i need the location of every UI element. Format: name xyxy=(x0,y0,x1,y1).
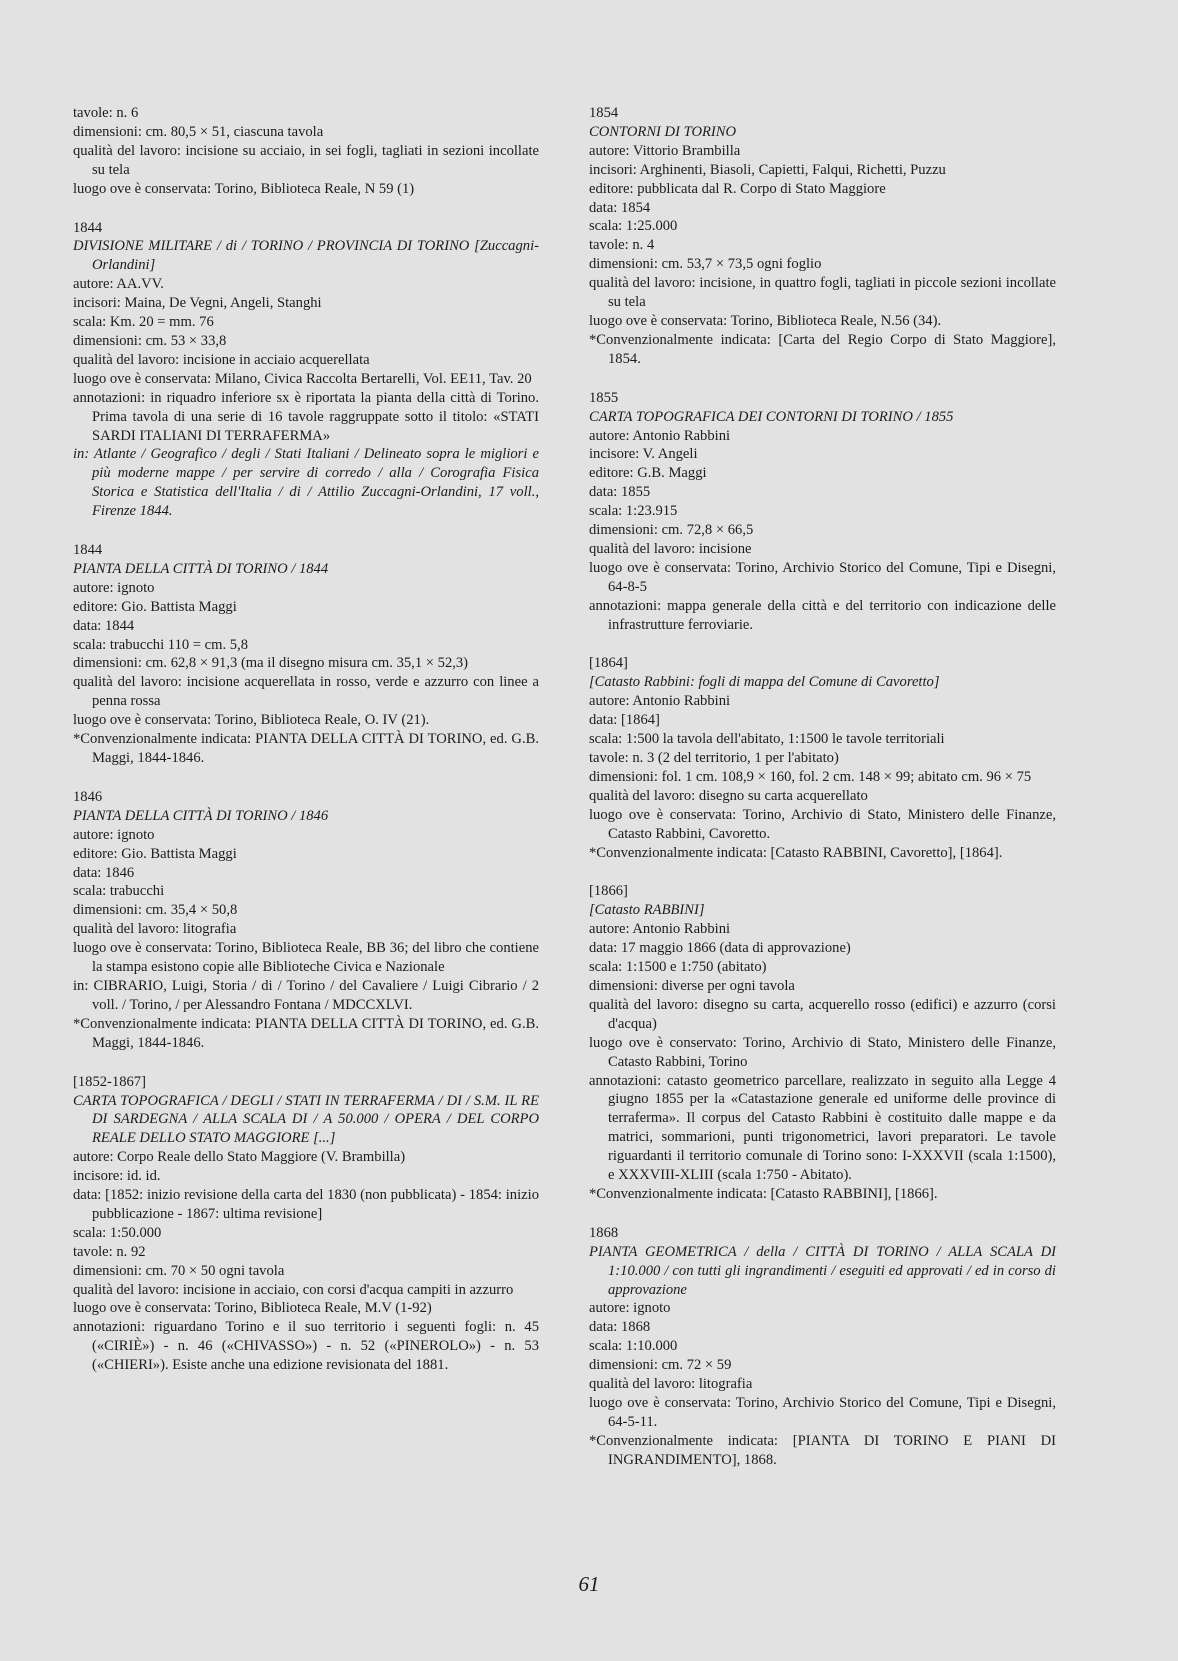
catalog-entry xyxy=(73,788,539,1053)
entry-field: editore: Gio. Battista Maggi xyxy=(73,845,237,862)
entry-title: CARTA TOPOGRAFICA / DEGLI / STATI IN TERRAFERMA / DI / S.M. IL RE DI SARDEGNA / ALLA SCALA DI / A 50.000 / OPERA / DEL CORPO REALE DELLO STATO MAGGIORE [...] xyxy=(73,1092,539,1147)
entry-field: autore: Corpo Reale dello Stato Maggiore (V. Brambilla) xyxy=(73,1149,406,1166)
entry-field: editore: G.B. Maggi xyxy=(589,465,707,482)
entry-field: in: CIBRARIO, Luigi, Storia / di / Torino / del Cavaliere / Luigi Cibrario / 2 voll. / Torino, / per Alessandro Fontana / MDCCXLVI. xyxy=(73,977,539,1013)
entry-field: luogo ove è conservato: Torino, Archivio di Stato, Ministero delle Finanze, Catasto Rabbini, Torino xyxy=(589,1034,1056,1070)
entry-field: luogo ove è conservata: Torino, Archivio Storico del Comune, Tipi e Disegni, 64-8-5 xyxy=(589,559,1056,595)
entry-field: dimensioni: cm. 72 × 59 xyxy=(589,1357,732,1374)
entry-field: autore: ignoto xyxy=(73,826,155,843)
catalog-entry xyxy=(73,104,539,199)
entry-field: annotazioni: in riquadro inferiore sx è riportata la pianta della città di Torino. Prima tavola di una serie di 16 tavole raggruppate sotto il titolo: «STATI SARDI ITALIANI DI TERRAFERMA» xyxy=(73,389,539,444)
entry-field: scala: 1:10.000 xyxy=(589,1338,678,1355)
entry-field: data: 1844 xyxy=(73,617,135,634)
entry-field: dimensioni: fol. 1 cm. 108,9 × 160, fol. 2 cm. 148 × 99; abitato cm. 96 × 75 xyxy=(589,768,1032,785)
entry-field: annotazioni: riguardano Torino e il suo territorio i seguenti fogli: n. 45 («CIRIÈ») - n. 46 («CHIVASSO») - n. 52 («PINEROLO») - n. 53 («CHIERI»). Esiste anche una edizione revisionata del 1881. xyxy=(73,1319,539,1374)
entry-field: qualità del lavoro: incisione acquerellata in rosso, verde e azzurro con linee a penna rossa xyxy=(73,674,539,710)
entry-field: scala: trabucchi 110 = cm. 5,8 xyxy=(73,636,249,653)
entry-field: luogo ove è conservata: Torino, Archivio Storico del Comune, Tipi e Disegni, 64-5-11. xyxy=(589,1395,1056,1430)
entry-date: 1868 xyxy=(589,1224,619,1241)
entry-field: data: 1855 xyxy=(589,484,651,501)
entry-field: luogo ove è conservata: Torino, Biblioteca Reale, BB 36; del libro che contiene la stampa esistono copie alle Biblioteche Civica e Nazionale xyxy=(73,940,539,976)
entry-field: scala: 1:50.000 xyxy=(73,1224,162,1241)
entry-field: *Convenzionalmente indicata: [Carta del Regio Corpo di Stato Maggiore], 1854. xyxy=(589,331,1056,367)
entry-field: luogo ove è conservata: Torino, Biblioteca Reale, N 59 (1) xyxy=(73,180,415,197)
entry-title: PIANTA GEOMETRICA / della / CITTÀ DI TORINO / ALLA SCALA DI 1:10.000 / con tutti gli ingrandimenti / eseguiti ed approvati / ed in corso di approvazione xyxy=(589,1243,1056,1298)
entry-field: incisore: V. Angeli xyxy=(589,446,698,463)
entry-date: [1852-1867] xyxy=(73,1073,146,1090)
entry-field: data: [1864] xyxy=(589,712,660,729)
entry-field: qualità del lavoro: litografia xyxy=(589,1376,753,1393)
entry-date: 1844 xyxy=(73,542,103,559)
entry-field: autore: ignoto xyxy=(589,1300,671,1317)
entry-title: PIANTA DELLA CITTÀ DI TORINO / 1844 xyxy=(73,560,329,577)
entry-field: luogo ove è conservata: Torino, Biblioteca Reale, O. IV (21). xyxy=(73,712,430,729)
entry-field: qualità del lavoro: incisione in acciaio acquerellata xyxy=(73,351,370,368)
entry-field: qualità del lavoro: litografia xyxy=(73,921,237,938)
entry-title: PIANTA DELLA CITTÀ DI TORINO / 1846 xyxy=(73,807,329,824)
entry-field: dimensioni: cm. 80,5 × 51, ciascuna tavola xyxy=(73,123,324,140)
entry-field: dimensioni: cm. 53 × 33,8 xyxy=(73,332,227,349)
entry-field: autore: ignoto xyxy=(73,579,155,596)
entry-title: DIVISIONE MILITARE / di / TORINO / PROVINCIA DI TORINO [Zuccagni-Orlandini] xyxy=(73,238,539,274)
entry-date: 1855 xyxy=(589,389,619,406)
entry-field: dimensioni: cm. 35,4 × 50,8 xyxy=(73,902,238,919)
page-number: 61 xyxy=(578,1572,600,1596)
entry-field: incisori: Maina, De Vegni, Angeli, Stanghi xyxy=(73,295,322,312)
catalog-entry xyxy=(589,389,1056,635)
entry-field: dimensioni: cm. 53,7 × 73,5 ogni foglio xyxy=(589,256,822,273)
catalog-entry xyxy=(589,882,1056,1203)
entry-field: *Convenzionalmente indicata: [Catasto RABBINI], [1866]. xyxy=(589,1185,938,1202)
entry-field: scala: trabucchi xyxy=(73,883,165,900)
entry-title: in: Atlante / Geografico / degli / Stati Italiani / Delineato sopra le migliori e più moderne mappe / per servire di corredo / alla / Corografia Fisica Storica e Statistica dell'Italia / di / Attilio Zuccagni-Orlandini, 17 voll., Firenze 1844. xyxy=(73,446,539,520)
entry-field: editore: Gio. Battista Maggi xyxy=(73,598,237,615)
left-column xyxy=(73,104,539,1395)
entry-field: data: 1846 xyxy=(73,864,135,881)
entry-field: scala: 1:25.000 xyxy=(589,218,678,235)
entry-field: incisore: id. id. xyxy=(73,1168,161,1185)
entry-field: luogo ove è conservata: Torino, Biblioteca Reale, N.56 (34). xyxy=(589,312,942,329)
entry-field: annotazioni: mappa generale della città e del territorio con indicazione delle infrastrutture ferroviarie. xyxy=(589,597,1056,633)
catalog-entry xyxy=(73,219,539,522)
catalog-entry xyxy=(73,541,539,768)
entry-date: 1854 xyxy=(589,105,619,121)
entry-field: scala: 1:1500 e 1:750 (abitato) xyxy=(589,959,767,976)
entry-field: qualità del lavoro: disegno su carta acquerellato xyxy=(589,787,868,804)
entry-field: data: 17 maggio 1866 (data di approvazione) xyxy=(589,940,851,957)
entry-field: annotazioni: catasto geometrico parcellare, realizzato in seguito alla Legge 4 giugno 1855 per la «Catastazione generale ed uniforme delle province di terraferma». Il corpus del Catasto Rabbini è costituito dalle mappe e da matrici, sommarioni, punti trigonometrici, lavori preparatori. Le tavole riguardanti il territorio comunale di Torino sono: I-XXXVII (scala 1:1500), e XXXVIII-XLIII (scala 1:750 - Abitato). xyxy=(589,1072,1056,1184)
entry-date: 1846 xyxy=(73,788,103,805)
entry-field: autore: Antonio Rabbini xyxy=(589,693,731,710)
entry-field: *Convenzionalmente indicata: PIANTA DELLA CITTÀ DI TORINO, ed. G.B. Maggi, 1844-1846. xyxy=(73,1015,539,1051)
entry-field: tavole: n. 4 xyxy=(589,237,655,254)
entry-field: dimensioni: cm. 72,8 × 66,5 xyxy=(589,522,754,539)
entry-title: [Catasto Rabbini: fogli di mappa del Comune di Cavoretto] xyxy=(589,674,940,691)
entry-date: 1844 xyxy=(73,219,103,236)
entry-field: data: [1852: inizio revisione della carta del 1830 (non pubblicata) - 1854: inizio pubblicazione - 1867: ultima revisione] xyxy=(73,1187,539,1222)
entry-field: luogo ove è conservata: Milano, Civica Raccolta Bertarelli, Vol. EE11, Tav. 20 xyxy=(73,370,532,387)
entry-field: luogo ove è conservata: Torino, Archivio di Stato, Ministero delle Finanze, Catasto Rabbini, Cavoretto. xyxy=(589,806,1056,842)
entry-field: scala: Km. 20 = mm. 76 xyxy=(73,314,214,331)
entry-field: qualità del lavoro: incisione, in quattro fogli, tagliati in piccole sezioni incollate su tela xyxy=(589,275,1056,311)
catalog-entry xyxy=(589,654,1056,862)
right-column xyxy=(589,104,1056,1490)
entry-field: *Convenzionalmente indicata: [Catasto RABBINI, Cavoretto], [1864]. xyxy=(589,844,1003,861)
entry-field: qualità del lavoro: incisione in acciaio, con corsi d'acqua campiti in azzurro xyxy=(73,1281,514,1298)
catalog-entry xyxy=(589,104,1056,369)
entry-field: qualità del lavoro: incisione xyxy=(589,540,752,557)
entry-date: tavole: n. 6 xyxy=(73,105,139,121)
entry-field: data: 1868 xyxy=(589,1319,651,1336)
entry-field: scala: 1:500 la tavola dell'abitato, 1:1500 le tavole territoriali xyxy=(589,731,945,748)
entry-field: autore: AA.VV. xyxy=(73,276,164,293)
entry-field: tavole: n. 92 xyxy=(73,1243,146,1260)
entry-field: luogo ove è conservata: Torino, Biblioteca Reale, M.V (1-92) xyxy=(73,1300,432,1317)
entry-field: dimensioni: cm. 70 × 50 ogni tavola xyxy=(73,1262,285,1279)
entry-field: data: 1854 xyxy=(589,199,651,216)
entry-field: incisori: Arghinenti, Biasoli, Capietti, Falqui, Richetti, Puzzu xyxy=(589,161,946,178)
catalog-entry xyxy=(589,1224,1056,1470)
entry-field: editore: pubblicata dal R. Corpo di Stato Maggiore xyxy=(589,180,886,197)
entry-field: autore: Antonio Rabbini xyxy=(589,427,731,444)
entry-field: dimensioni: diverse per ogni tavola xyxy=(589,977,795,994)
entry-field: *Convenzionalmente indicata: PIANTA DELLA CITTÀ DI TORINO, ed. G.B. Maggi, 1844-1846. xyxy=(73,731,539,766)
entry-date: [1864] xyxy=(589,655,628,672)
entry-title: CONTORNI DI TORINO xyxy=(589,123,737,140)
entry-title: CARTA TOPOGRAFICA DEI CONTORNI DI TORINO / 1855 xyxy=(589,408,954,425)
entry-title: [Catasto RABBINI] xyxy=(589,902,705,919)
catalog-entry xyxy=(73,1073,539,1376)
entry-field: qualità del lavoro: disegno su carta, acquerello rosso (edifici) e azzurro (corsi d'acqua) xyxy=(589,996,1056,1032)
entry-field: tavole: n. 3 (2 del territorio, 1 per l'abitato) xyxy=(589,750,839,766)
entry-field: *Convenzionalmente indicata: [PIANTA DI TORINO E PIANI DI INGRANDIMENTO], 1868. xyxy=(589,1432,1056,1468)
entry-field: dimensioni: cm. 62,8 × 91,3 (ma il disegno misura cm. 35,1 × 52,3) xyxy=(73,655,469,672)
entry-field: qualità del lavoro: incisione su acciaio, in sei fogli, tagliati in sezioni incollate su tela xyxy=(73,142,539,178)
entry-field: scala: 1:23.915 xyxy=(589,503,678,520)
entry-date: [1866] xyxy=(589,883,628,900)
entry-field: autore: Vittorio Brambilla xyxy=(589,142,741,159)
entry-field: autore: Antonio Rabbini xyxy=(589,921,731,938)
